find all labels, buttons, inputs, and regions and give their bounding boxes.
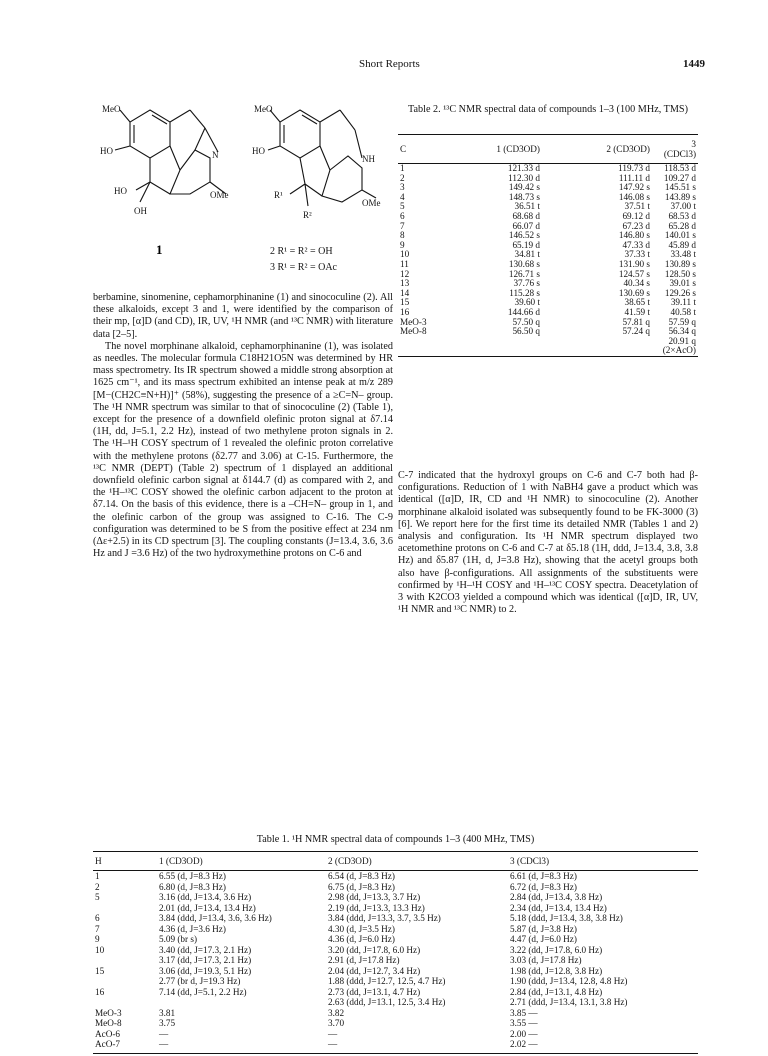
table-cell: 3.84 (ddd, J=13.4, 3.6, 3.6 Hz) (159, 913, 272, 923)
table-cell: 1.90 (ddd, J=13.4, 12.8, 4.8 Hz) (510, 976, 628, 986)
table-cell (93, 976, 157, 987)
table-cell: 68.68 d (512, 210, 540, 221)
table-cell: 144.66 d (507, 306, 540, 317)
table-cell (456, 337, 568, 347)
table-cell: 3.84 (ddd, J=13.3, 3.7, 3.5 Hz) (328, 913, 441, 923)
label-ho-1: HO (100, 146, 113, 156)
table2-title: Table 2. ¹³C NMR spectral data of compounds 1–3 (100 MHz, TMS) (408, 104, 688, 115)
table-cell: 145.51 s (664, 182, 696, 193)
table-cell: 2.04 (dd, J=12.7, 3.4 Hz) (328, 965, 421, 976)
table-cell: 5 (95, 892, 100, 902)
table-cell: 15 (400, 297, 410, 308)
table-cell: 6 (95, 913, 100, 923)
table-cell: 4.36 (d, J=6.0 Hz) (328, 934, 395, 944)
table-cell: 121.33 d (507, 163, 540, 173)
table-cell: 37.51 t (624, 201, 650, 212)
table-row (93, 997, 698, 1008)
table-cell: 5.09 (br s) (159, 934, 198, 944)
table-row (93, 945, 698, 956)
table-cell: 20.91 q (668, 335, 696, 346)
table-row (398, 202, 698, 212)
table-cell: 5.18 (ddd, J=13.4, 3.8, 3.8 Hz) (510, 913, 623, 923)
table-cell: 3.06 (dd, J=19.3, 5.1 Hz) (159, 965, 252, 976)
table-cell: 39.11 t (670, 297, 696, 308)
table-row (398, 337, 698, 347)
table-cell: 146.08 s (618, 191, 650, 202)
table-cell: MeO-8 (95, 1018, 122, 1028)
column-header: 3 (CDCl3) (508, 852, 698, 871)
table-cell: — (328, 1028, 338, 1039)
table-cell: 1.98 (dd, J=12.8, 3.8 Hz) (510, 965, 603, 976)
paragraph: berbamine, sinomenine, cephamorphinanine (1) and sinococuline (2). All these alkaloids, except 3 and 1, were identified by the comparison of their mp, [α]D (and CD), IR, UV, ¹H NMR (and ¹³C NMR) with literature data [2–5]. (93, 292, 393, 340)
table-cell: 3.75 (159, 1018, 176, 1028)
table-cell: 6.54 (d, J=8.3 Hz) (328, 871, 395, 881)
table-cell: 3.03 (d, J=17.8 Hz) (510, 955, 582, 965)
table1-title: Table 1. ¹H NMR spectral data of compounds 1–3 (400 MHz, TMS) (256, 834, 535, 845)
table-cell: 5.87 (d, J=3.8 Hz) (510, 923, 577, 934)
table-cell: — (159, 1028, 169, 1039)
table-cell: 2.34 (dd, J=13.4, 13.4 Hz) (510, 902, 607, 913)
table-cell: 1 (95, 871, 100, 881)
page-header (0, 58, 768, 74)
table-row (398, 327, 698, 337)
table-cell: 2.71 (ddd, J=13.4, 13.1, 3.8 Hz) (510, 997, 628, 1007)
table-cell: 57.81 q (622, 316, 650, 327)
table-cell: 3.22 (dd, J=17.8, 6.0 Hz) (510, 944, 603, 955)
table-row (93, 987, 698, 998)
table-cell: 39.01 s (669, 278, 696, 289)
compound-number-1: 1 (156, 242, 163, 257)
table-cell: 13 (400, 278, 410, 289)
label-nh: NH (362, 154, 375, 164)
table-cell: 3.81 (159, 1007, 176, 1018)
table-cell: 3.40 (dd, J=17.3, 2.1 Hz) (159, 944, 252, 955)
table-cell: 56.50 q (512, 326, 540, 337)
table-cell: 65.19 d (512, 239, 540, 250)
table-row (398, 222, 698, 232)
table-cell: 57.50 q (512, 316, 540, 327)
table-cell: 7 (95, 923, 100, 934)
table-cell: 4 (400, 191, 405, 202)
table-cell: 56.34 q (668, 326, 696, 337)
table-cell: 3.82 (328, 1007, 345, 1018)
table-cell: 3.55 — (510, 1018, 538, 1028)
table-cell: 45.89 d (668, 239, 696, 250)
table-cell: 119.73 d (618, 163, 650, 173)
table-cell (93, 903, 157, 914)
running-title: Short Reports (359, 58, 420, 70)
table-cell: 11 (400, 258, 409, 269)
table-cell: 36.51 t (514, 201, 540, 212)
table-cell: MeO-3 (400, 316, 427, 327)
table-cell: 2.19 (dd, J=13.3, 13.3 Hz) (328, 902, 425, 913)
table-row (398, 308, 698, 318)
table-cell: 124.57 s (618, 268, 650, 279)
table-cell: 15 (95, 965, 105, 976)
table-cell: 6.80 (d, J=8.3 Hz) (159, 881, 226, 892)
table-cell: 2.73 (dd, J=13.1, 4.7 Hz) (328, 986, 421, 997)
table-cell: — (326, 1039, 508, 1053)
table-cell: 7.14 (dd, J=5.1, 2.2 Hz) (159, 986, 247, 997)
table-cell: 129.26 s (664, 287, 696, 298)
table-cell: 146.80 s (618, 230, 650, 241)
compound-1-skeleton (115, 110, 226, 202)
compound-2-legend: 2 R¹ = R² = OH (270, 246, 333, 257)
label-meo-1: MeO (102, 104, 121, 114)
table-cell (568, 337, 660, 347)
table-cell: 2.77 (br d, J=19.3 Hz) (159, 976, 241, 986)
label-r1: R¹ (274, 190, 283, 200)
compound-3-legend: 3 R¹ = R² = OAc (270, 262, 337, 273)
table1-1h-nmr (93, 851, 698, 1054)
table-cell: — (157, 1039, 326, 1053)
table-cell: 68.53 d (668, 210, 696, 221)
table-cell: 147.92 s (618, 182, 650, 193)
table-cell: 2.84 (dd, J=13.4, 3.8 Hz) (510, 892, 603, 902)
table-cell: 6.75 (d, J=8.3 Hz) (328, 881, 395, 892)
table-header-row (398, 135, 698, 164)
column-header: 1 (CD3OD) (456, 135, 568, 164)
label-ome-1: OMe (210, 190, 229, 200)
table-cell: 2.00 — (510, 1028, 538, 1039)
table-row (93, 1008, 698, 1019)
table-cell: 112.30 d (508, 172, 540, 183)
table-row (398, 231, 698, 241)
table-cell: 12 (400, 268, 410, 279)
label-ome-2: OMe (362, 198, 381, 208)
table-cell: 3 (400, 182, 405, 193)
table-cell: 2.01 (dd, J=13.4, 13.4 Hz) (159, 902, 256, 913)
table-row (398, 260, 698, 270)
table-cell: 47.33 d (622, 239, 650, 250)
table-row (93, 871, 698, 882)
table-header-row (93, 852, 698, 871)
table-row (398, 346, 698, 356)
table-cell: 37.76 s (513, 278, 540, 289)
table-cell: 6.55 (d, J=8.3 Hz) (159, 871, 226, 881)
table-cell: 39.60 t (514, 297, 540, 308)
table-cell: 10 (400, 249, 410, 260)
table-cell (456, 346, 568, 356)
table-cell: 126.71 s (508, 268, 540, 279)
table-cell: 3.20 (dd, J=17.8, 6.0 Hz) (328, 944, 421, 955)
table-row (93, 924, 698, 935)
table-cell: 66.07 d (512, 220, 540, 231)
table-cell: 40.34 s (623, 278, 650, 289)
table-cell: 115.28 s (509, 287, 540, 298)
table-cell: 6.61 (d, J=8.3 Hz) (510, 871, 577, 881)
table-cell: 4.36 (d, J=3.6 Hz) (159, 923, 226, 934)
table-cell: 2 (400, 172, 405, 183)
table-row (93, 966, 698, 977)
label-oh-1: OH (134, 206, 147, 216)
table-cell: 111.11 d (618, 172, 650, 183)
table-cell (568, 346, 660, 356)
table-row (93, 976, 698, 987)
table-row (93, 934, 698, 945)
page-number: 1449 (683, 58, 705, 70)
table-cell: 16 (400, 306, 410, 317)
table-cell: 65.28 d (668, 220, 696, 231)
chemical-structures-figure (100, 98, 390, 288)
table-cell (398, 337, 456, 347)
label-ho-3: HO (252, 146, 265, 156)
table1-body (93, 871, 698, 1054)
table-row (398, 193, 698, 203)
table-cell: 6 (400, 210, 405, 221)
table-cell (398, 346, 456, 356)
table-row (93, 1039, 698, 1053)
table-cell: 7 (400, 220, 405, 231)
table-cell: 57.59 q (668, 316, 696, 327)
table-cell (93, 955, 157, 966)
table-cell: 2.84 (dd, J=13.1, 4.8 Hz) (510, 986, 603, 997)
table-cell: 33.48 t (670, 249, 696, 260)
table-row (93, 913, 698, 924)
table-cell: 67.23 d (622, 220, 650, 231)
table-cell: 143.89 s (664, 191, 696, 202)
table-row (398, 270, 698, 280)
table-cell (93, 997, 157, 1008)
table-row (398, 250, 698, 260)
column-header: H (93, 852, 157, 871)
table-cell: 4.30 (d, J=3.5 Hz) (328, 923, 395, 934)
label-meo-2: MeO (254, 104, 273, 114)
table-cell: 14 (400, 287, 410, 298)
table-row (93, 882, 698, 893)
table-cell: 109.27 d (663, 172, 696, 183)
table-row (93, 955, 698, 966)
table-cell: 37.00 t (670, 201, 696, 212)
column-header: 1 (CD3OD) (157, 852, 326, 871)
table2-13c-nmr (398, 134, 698, 357)
table2-body (398, 164, 698, 357)
table-row (93, 1018, 698, 1029)
table-cell: 69.12 d (622, 210, 650, 221)
table-row (398, 298, 698, 308)
right-column-text (398, 470, 698, 616)
table-row (398, 174, 698, 184)
table-cell: 9 (400, 239, 405, 250)
table-row (398, 164, 698, 174)
table-row (93, 892, 698, 903)
table-cell: 130.68 s (508, 258, 540, 269)
table-row (398, 279, 698, 289)
paragraph: The novel morphinane alkaloid, cephamorphinanine (1), was isolated as needles. The molecular formula C18H21O5N was determined by HR mass spectrometry. Its IR spectrum showed a middle strong absorption at 1625 cm⁻¹, and its mass spectrum exhibited an intense peak at m/z 289 [M−(CH2C≡N+H)]⁺ (58%), suggesting the presence of a ≥C=N– group. The ¹H NMR spectrum was similar to that of sinococuline (2) (Table 1), except for the presence of a downfield olefinic proton signal at δ7.14 (1H, dd, J=5.1, 2.2 Hz), instead of two methylene proton signals in 2. The ¹H–¹H COSY spectrum of 1 revealed the olefinic proton correlative with the methylene protons (δ2.77 and 3.06) at C-15. Furthermore, the ¹³C NMR (DEPT) (Table 2) spectrum of 1 displayed an additional downfield olefinic carbon signal at δ144.7 (d) as compared with 2, and the ¹H–¹³C COSY showed the olefinic carbon adjacent to the proton at δ7.14. On the basis of this evidence, there is a –CH=N– group in 1, and the olefinic carbon of the group was assigned to C-16. The C-9 configuration was determined to be S from the positive effect at 234 nm (Δε+2.5) in its CD spectrum [3]. The coupling constants (J=13.4, 3.6, 3.6 Hz and J =3.6 Hz) of the two hydroxymethine protons on C-6 and (93, 340, 393, 560)
table-cell: 2 (95, 881, 100, 892)
table-cell: AcO-7 (93, 1039, 157, 1053)
table-row (398, 289, 698, 299)
table-cell: 1 (400, 163, 405, 173)
table-cell: (2×AcO) (660, 346, 698, 356)
table-cell: 3.70 (328, 1018, 345, 1028)
table-cell: 41.59 t (624, 306, 650, 317)
table-cell: 1.88 (ddd, J=12.7, 12.5, 4.7 Hz) (328, 976, 446, 986)
table-cell: 149.42 s (508, 182, 540, 193)
paragraph: C-7 indicated that the hydroxyl groups on C-6 and C-7 both had β-configurations. Reduction of 1 with NaBH4 gave a product which was identical ([α]D, IR, CD and ¹H NMR) to sinococuline (2). Another morphinane alkaloid isolated was subsequently found to be FK-3000 (3) [6]. We report here for the first time its detailed NMR (Tables 1 and 2) analysis and configuration. Its ¹H NMR spectrum displayed two acetomethine protons on C-6 and C-7 at δ5.18 (1H, ddd, J=13.4, 3.8, 3.8 Hz) and δ5.87 (1H, d, J=3.8 Hz), showing that the acetyl groups both also have β-configurations. All assignments of the substituents were confirmed by ¹H–¹H COSY and ¹H–¹³C COSY spectra. Deacetylation of 3 with K2CO3 yielded a compound which was identical ([α]D, IR, UV, ¹H NMR and ¹³C NMR) to 2. (398, 470, 698, 616)
column-header: C (398, 135, 456, 164)
table-cell: AcO-6 (95, 1028, 121, 1039)
table-cell: 38.65 t (624, 297, 650, 308)
table-cell: 57.24 q (622, 326, 650, 337)
table-cell: 16 (95, 986, 105, 997)
table-cell: 148.73 s (508, 191, 540, 202)
table-cell: 8 (400, 230, 405, 241)
table-cell: 2.63 (ddd, J=13.1, 12.5, 3.4 Hz) (328, 997, 446, 1007)
left-column-text (93, 292, 393, 560)
table-row (398, 318, 698, 328)
table-cell: 9 (95, 934, 100, 944)
table-cell: 3.85 — (510, 1007, 538, 1018)
table-row (398, 241, 698, 251)
table-cell: 34.81 t (514, 249, 540, 260)
table-cell: 2.02 — (508, 1039, 698, 1053)
table-cell: 131.90 s (618, 258, 650, 269)
table-row (398, 183, 698, 193)
table-cell: 3.17 (dd, J=17.3, 2.1 Hz) (159, 955, 252, 965)
label-n-1: N (212, 150, 219, 160)
table-cell: 128.50 s (664, 268, 696, 279)
column-header: 2 (CD3OD) (568, 135, 660, 164)
table-cell: 146.52 s (508, 230, 540, 241)
table-cell: MeO-8 (400, 326, 427, 337)
column-header: 2 (CD3OD) (326, 852, 508, 871)
label-ho-2: HO (114, 186, 127, 196)
column-header: 3 (CDCl3) (660, 135, 698, 164)
table-row (93, 1029, 698, 1040)
table-cell: MeO-3 (95, 1007, 122, 1018)
table-cell (157, 997, 326, 1008)
table-cell: 130.89 s (664, 258, 696, 269)
table-cell: 5 (400, 201, 405, 212)
table-cell: 4.47 (d, J=6.0 Hz) (510, 934, 577, 944)
table-cell: 2.91 (d, J=17.8 Hz) (328, 955, 400, 965)
table-cell: 2.98 (dd, J=13.3, 3.7 Hz) (328, 892, 421, 902)
table-cell: 3.16 (dd, J=13.4, 3.6 Hz) (159, 892, 252, 902)
label-r2: R² (303, 210, 312, 220)
table-cell: 10 (95, 944, 105, 955)
table-cell: 37.33 t (624, 249, 650, 260)
table-cell: 130.69 s (618, 287, 650, 298)
table-cell: 118.53 d (664, 163, 696, 173)
table-cell: 6.72 (d, J=8.3 Hz) (510, 881, 577, 892)
table-cell: 140.01 s (664, 230, 696, 241)
table-row (398, 212, 698, 222)
table-cell: 40.58 t (670, 306, 696, 317)
table-row (93, 903, 698, 914)
compound-23-skeleton (268, 110, 376, 206)
